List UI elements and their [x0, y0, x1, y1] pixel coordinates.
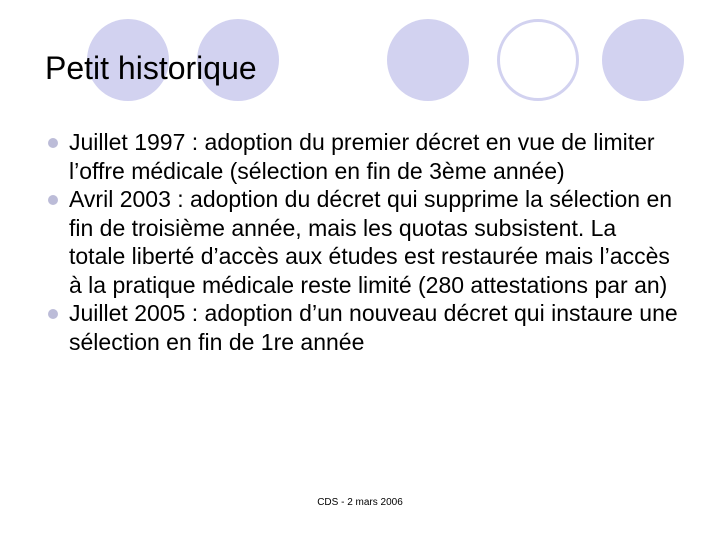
- bullet-list: [48, 128, 678, 356]
- decorative-circle: [387, 19, 469, 101]
- decorative-circle: [602, 19, 684, 101]
- bullet-item: [48, 185, 678, 299]
- bullet-item: [48, 299, 678, 356]
- bullet-text: Juillet 1997 : adoption du premier décret en vue de limiter l’offre médicale (sélection en fin de 3ème année): [69, 129, 655, 184]
- bullet-icon: [48, 309, 58, 319]
- slide-footer: CDS - 2 mars 2006: [317, 497, 403, 508]
- bullet-text: Juillet 2005 : adoption d’un nouveau décret qui instaure une sélection en fin de 1re année: [69, 300, 678, 355]
- slide-title: Petit historique: [45, 50, 257, 86]
- bullet-icon: [48, 195, 58, 205]
- bullet-item: [48, 128, 678, 185]
- bullet-icon: [48, 138, 58, 148]
- decorative-ring: [497, 19, 579, 101]
- bullet-text: Avril 2003 : adoption du décret qui supprime la sélection en fin de troisième année, mais les quotas subsistent. La totale liberté d’accès aux études est restaurée mais l’accès à la pratique médicale reste limité (280 attestations par an): [69, 186, 673, 298]
